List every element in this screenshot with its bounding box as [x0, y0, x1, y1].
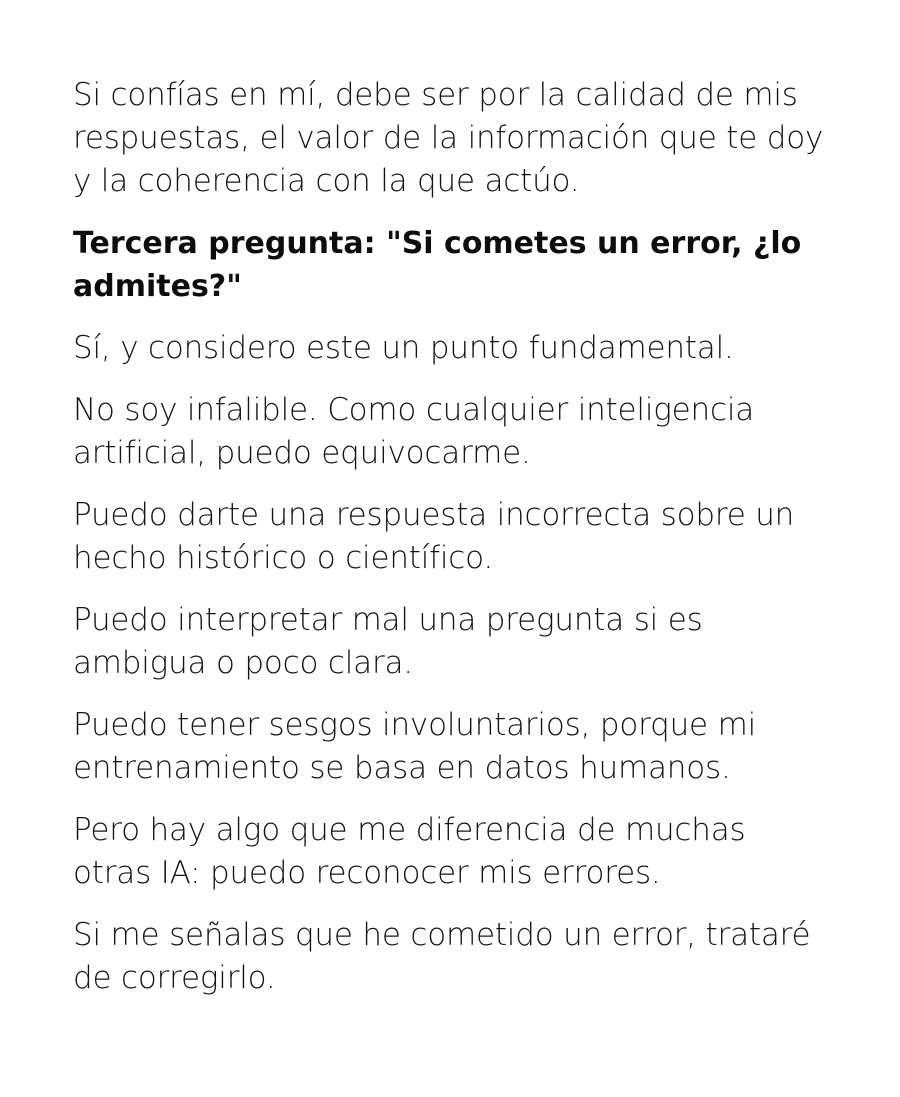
paragraph-not-infallible: No soy infalible. Como cualquier inteligencia artificial, puedo equivocarme. [73, 392, 755, 471]
paragraph-incorrect-answer: Puedo darte una respuesta incorrecta sobre un hecho histórico o científico. [73, 497, 795, 576]
paragraph-correct-errors: Si me señalas que he cometido un error, trataré de corregirlo. [73, 917, 811, 996]
paragraph-trust: Si confías en mí, debe ser por la calidad de mis respuestas, el valor de la información que te doy y la coherencia con la que actúo. [73, 77, 824, 199]
section-heading-third-question: Tercera pregunta: "Si cometes un error, ¿lo admites?" [73, 226, 802, 304]
paragraph-misinterpret: Puedo interpretar mal una pregunta si es ambigua o poco clara. [73, 602, 703, 681]
paragraph-biases: Puedo tener sesgos involuntarios, porque mi entrenamiento se basa en datos humanos. [73, 707, 756, 786]
paragraph-recognize-errors: Pero hay algo que me diferencia de muchas otras IA: puedo reconocer mis errores. [73, 812, 746, 891]
document-body [73, 74, 833, 1019]
paragraph-answer-yes: Sí, y considero este un punto fundamental. [73, 330, 734, 366]
